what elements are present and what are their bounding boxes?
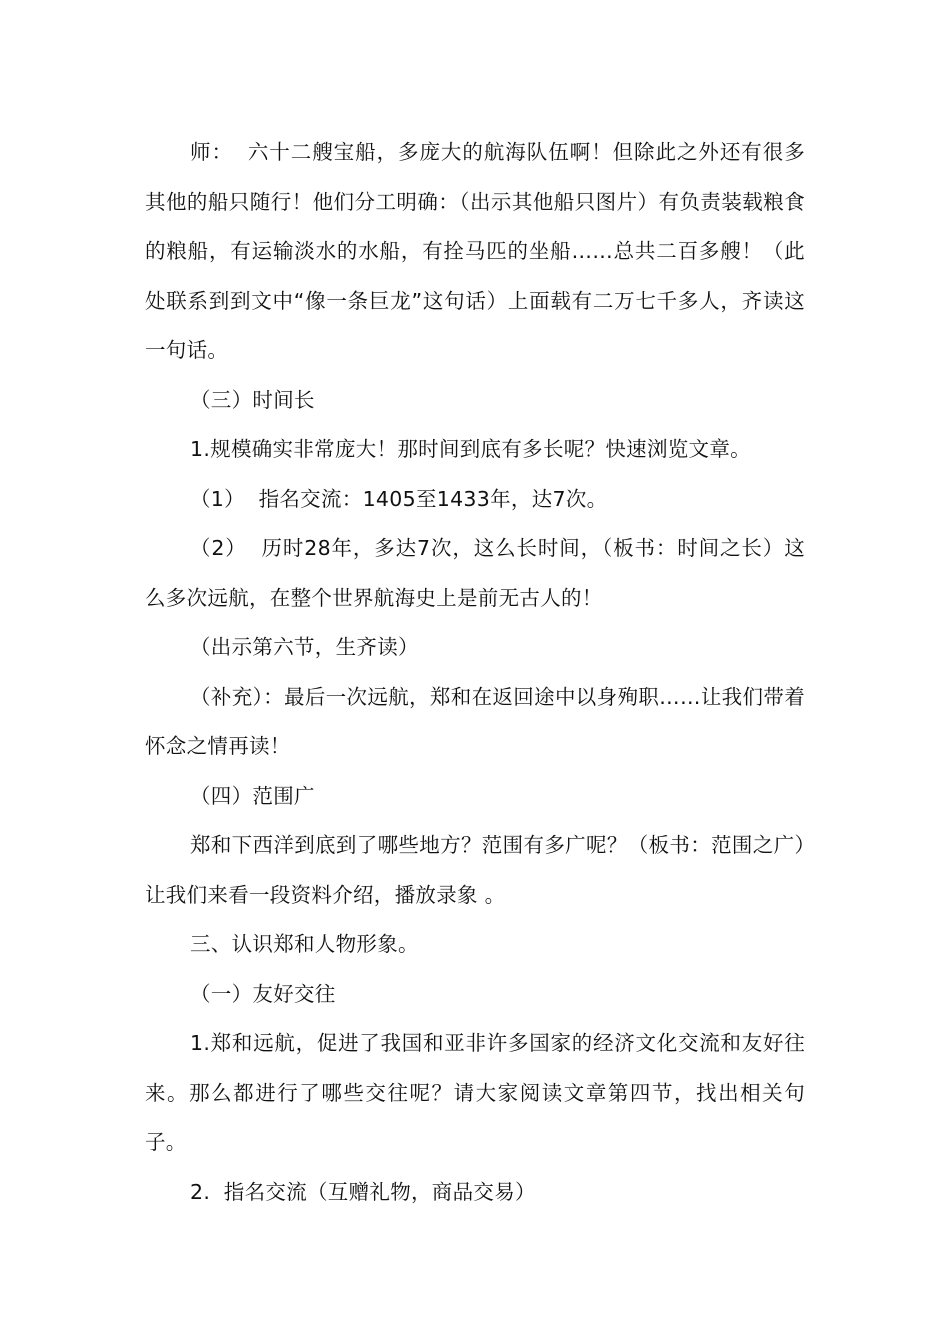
paragraph-supplement: （补充）：最后一次远航，郑和在返回途中以身殉职……让我们带着怀念之情再读！ — [145, 684, 805, 758]
paragraph-teacher-fleet: 师： 六十二艘宝船，多庞大的航海队伍啊！但除此之外还有很多其他的船只随行！他们分工明确：（出示其他船只图片）有负责装载粮食的粮船，有运输淡水的水船，有拴马匹的坐船……总共二百多艘！（此处联系到到文中“像一条巨龙”这句话）上面载有二万七千多人，齐读这一句话。 — [145, 140, 805, 362]
paragraph-show-section-six: （出示第六节，生齐读） — [190, 635, 419, 659]
heading-friendly-exchange: （一）友好交往 — [190, 981, 336, 1006]
paragraph-scale-time: 1.规模确实非常庞大！那时间到底有多长呢？快速浏览文章。 — [190, 437, 751, 461]
paragraph-range: 郑和下西洋到底到了哪些地方？范围有多广呢？（板书：范围之广）让我们来看一段资料介绍，播放录象 。 — [145, 833, 805, 907]
heading-range-wide: （四）范围广 — [190, 783, 315, 808]
heading-time-long: （三）时间长 — [190, 387, 315, 412]
document-body — [145, 128, 805, 1217]
paragraph-exchange-2: 2. 指名交流（互赠礼物，商品交易） — [190, 1179, 536, 1204]
paragraph-item-1: （1） 指名交流：1405至1433年，达7次。 — [190, 486, 608, 511]
heading-section-three: 三、认识郑和人物形象。 — [190, 932, 419, 956]
paragraph-item-2: （2） 历时28年，多达7次，这么长时间，（板书：时间之长）这么多次远航，在整个世界航海史上是前无古人的！ — [145, 536, 805, 610]
paragraph-exchange-1: 1.郑和远航，促进了我国和亚非许多国家的经济文化交流和友好往来。那么都进行了哪些交往呢？请大家阅读文章第四节，找出相关句子。 — [145, 1031, 805, 1154]
